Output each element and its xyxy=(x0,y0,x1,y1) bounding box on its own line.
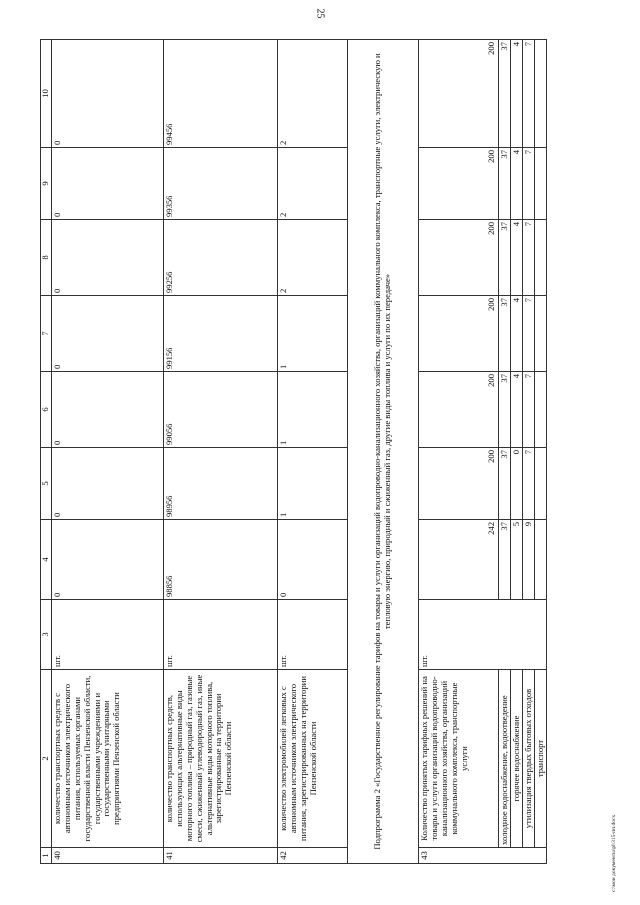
row-number: 42 xyxy=(278,848,348,864)
value-cell: 200 xyxy=(419,148,499,220)
value-cell: 0 xyxy=(52,148,164,220)
value-cell: 37 xyxy=(499,520,511,600)
value-cell: 7 xyxy=(523,40,535,148)
indicator-label: количество транспортных средств, использующих альтернативные виды моторного топлива – природный газ, газовые смеси, сжиженный углеводородный газ, иные альтернативные виды моторного топлива, зарегистрированные на территории Пензенской области xyxy=(164,670,278,848)
value-cell: 2 xyxy=(278,220,348,296)
value-cell: 200 xyxy=(419,372,499,448)
value-cell: 200 xyxy=(419,448,499,520)
value-cell xyxy=(535,520,547,600)
value-cell: 7 xyxy=(523,220,535,296)
value-cell: 99356 xyxy=(164,148,278,220)
unit-cell: шт. xyxy=(419,600,547,670)
sub-label: утилизация твердых бытовых отходов xyxy=(523,670,535,848)
unit-cell: шт. xyxy=(52,600,164,670)
table-row xyxy=(419,40,499,864)
value-cell: 7 xyxy=(523,148,535,220)
value-cell: 2 xyxy=(278,40,348,148)
value-cell: 37 xyxy=(499,40,511,148)
value-cell: 0 xyxy=(52,296,164,372)
value-cell: 0 xyxy=(278,520,348,600)
value-cell: 4 xyxy=(511,372,523,448)
subprogram-title: Подпрограмма 2 «Государственное регулирование тарифов на товары и услуги организаций водопроводно-канализационного хозяйства, организаций коммунального комплекса, транспортные услуги, электрическую и тепловую энергию, природный и сжиженный газ, другие виды топлива и услуги по их передаче» xyxy=(348,40,419,864)
header-cell: 10 xyxy=(41,40,52,148)
value-cell: 200 xyxy=(419,40,499,148)
value-cell: 7 xyxy=(523,448,535,520)
header-cell: 8 xyxy=(41,220,52,296)
value-cell: 1 xyxy=(278,448,348,520)
value-cell xyxy=(535,372,547,448)
row-number: 43 xyxy=(419,848,547,864)
value-cell: 4 xyxy=(511,296,523,372)
value-cell: 98956 xyxy=(164,448,278,520)
sub-row xyxy=(523,40,535,864)
header-cell: 1 xyxy=(41,848,52,864)
value-cell: 0 xyxy=(52,220,164,296)
value-cell: 1 xyxy=(278,296,348,372)
value-cell: 37 xyxy=(499,148,511,220)
indicator-label: количество электромобилей легковых с автономным источником электрического питания, зарегистрированных на территории Пензенской области xyxy=(278,670,348,848)
value-cell: 0 xyxy=(511,448,523,520)
value-cell xyxy=(535,148,547,220)
table-row xyxy=(278,40,348,864)
value-cell: 7 xyxy=(523,372,535,448)
sub-label: холодное водоснабжение, водоотведение xyxy=(499,670,511,848)
header-cell: 5 xyxy=(41,448,52,520)
header-cell: 3 xyxy=(41,600,52,670)
indicator-label: Количество принятых тарифных решений на товары и услуги организаций водопроводно-канализационного хозяйства, организаций коммунального комплекса, транспортные услуги xyxy=(419,670,499,848)
value-cell: 99056 xyxy=(164,372,278,448)
value-cell: 0 xyxy=(52,40,164,148)
unit-cell: шт. xyxy=(164,600,278,670)
value-cell: 4 xyxy=(511,220,523,296)
indicators-table xyxy=(40,39,547,864)
footer-file-path: c:\мои документы\pl\315-пп.docx xyxy=(611,814,617,892)
value-cell xyxy=(535,40,547,148)
value-cell: 37 xyxy=(499,448,511,520)
value-cell: 200 xyxy=(419,296,499,372)
value-cell: 37 xyxy=(499,372,511,448)
value-cell: 98856 xyxy=(164,520,278,600)
value-cell xyxy=(535,220,547,296)
header-row xyxy=(41,40,52,864)
value-cell: 37 xyxy=(499,296,511,372)
subprogram-row xyxy=(348,40,419,864)
value-cell xyxy=(535,296,547,372)
value-cell: 242 xyxy=(419,520,499,600)
header-cell: 9 xyxy=(41,148,52,220)
sub-row xyxy=(499,40,511,864)
value-cell: 4 xyxy=(511,40,523,148)
value-cell: 200 xyxy=(419,220,499,296)
value-cell xyxy=(535,448,547,520)
table-row xyxy=(164,40,278,864)
sub-label: транспорт xyxy=(535,670,547,848)
value-cell: 7 xyxy=(523,296,535,372)
indicator-label: количество транспортных средств с автономным источником электрического питания, используемых органами государственной власти Пензенской области, государственными учреждениями и государственными унитарными предприятиями Пензенской области xyxy=(52,670,164,848)
rotated-table-container xyxy=(40,40,580,864)
table-row xyxy=(52,40,164,864)
header-cell: 2 xyxy=(41,670,52,848)
value-cell: 5 xyxy=(511,520,523,600)
page-number: 25 xyxy=(314,8,326,19)
value-cell: 0 xyxy=(52,372,164,448)
sub-label: горячее водоснабжение xyxy=(511,670,523,848)
header-cell: 4 xyxy=(41,520,52,600)
header-cell: 7 xyxy=(41,296,52,372)
value-cell: 99156 xyxy=(164,296,278,372)
unit-cell: шт. xyxy=(278,600,348,670)
value-cell: 9 xyxy=(523,520,535,600)
header-cell: 6 xyxy=(41,372,52,448)
value-cell: 37 xyxy=(499,220,511,296)
value-cell: 99256 xyxy=(164,220,278,296)
value-cell: 4 xyxy=(511,148,523,220)
value-cell: 2 xyxy=(278,148,348,220)
sub-row xyxy=(535,40,547,864)
value-cell: 1 xyxy=(278,372,348,448)
row-number: 40 xyxy=(52,848,164,864)
value-cell: 99456 xyxy=(164,40,278,148)
value-cell: 0 xyxy=(52,520,164,600)
sub-row xyxy=(511,40,523,864)
row-number: 41 xyxy=(164,848,278,864)
value-cell: 0 xyxy=(52,448,164,520)
